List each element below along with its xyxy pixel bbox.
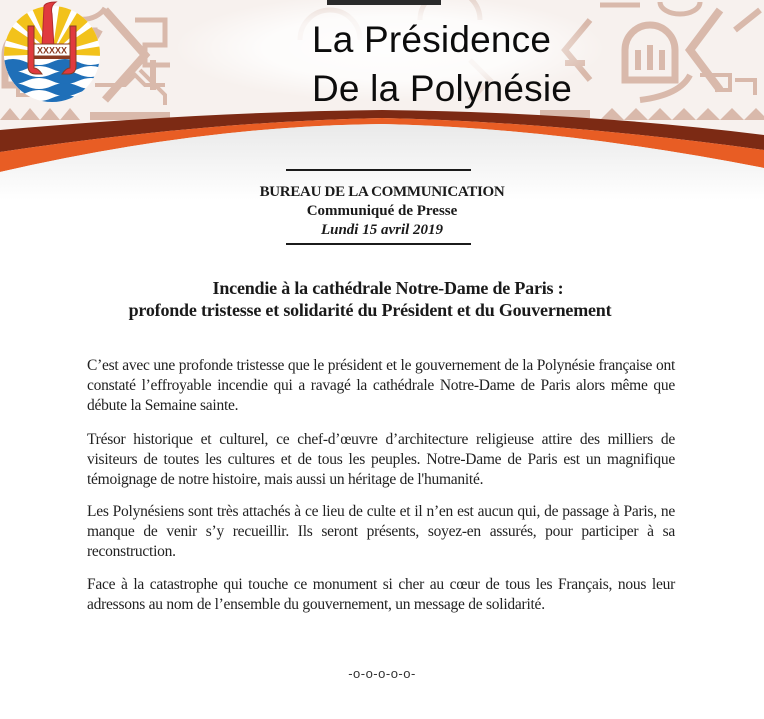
document-date: Lundi 15 avril 2019 — [320, 222, 444, 238]
svg-text:XXXXX: XXXXX — [36, 45, 68, 56]
paragraph-4: Face à la catastrophe qui touche ce monument si cher au cœur de tous les Français, nous leur adressons au nom de l’ensemble du gouvernement, un message de solidarité. — [87, 576, 675, 613]
document-type: Communiqué de Presse — [306, 203, 458, 219]
top-dark-bar — [327, 0, 441, 5]
divider-top — [286, 169, 471, 171]
end-of-document-mark: -o-o-o-o-o- — [348, 666, 416, 681]
headline-line1: Incendie à la cathédrale Notre-Dame de Paris : — [212, 278, 564, 298]
letterhead-title-line2: De la Polynésie — [312, 68, 573, 109]
paragraph-1: C’est avec une profonde tristesse que le président et le gouvernement de la Polynésie française ont constaté l’effroyable incendie qui a ravagé la cathédrale Notre-Dame de Paris alors même que débute la Semaine sainte. — [87, 357, 675, 414]
bureau-label: BUREAU DE LA COMMUNICATION — [259, 184, 505, 200]
headline-line2: profonde tristesse et solidarité du Président et du Gouvernement — [128, 300, 612, 320]
divider-bottom — [286, 243, 471, 245]
paragraph-2: Trésor historique et culturel, ce chef-d’œuvre d’architecture religieuse attire des milliers de visiteurs de toutes les cultures et de tous les peuples. Notre-Dame de Paris est un magnifique témoignage de notre histoire, mais aussi un héritage de l'humanité. — [87, 431, 675, 488]
polynesia-coat-of-arms-icon — [0, 0, 104, 104]
paragraph-3: Les Polynésiens sont très attachés à ce lieu de culte et il n’en est aucun qui, de passage à Paris, ne manque de venir s’y recueillir. Ils seront présents, soyez-en assurés, pour participer à sa reconstruction. — [87, 503, 675, 560]
letterhead-title-line1: La Présidence — [312, 19, 552, 60]
